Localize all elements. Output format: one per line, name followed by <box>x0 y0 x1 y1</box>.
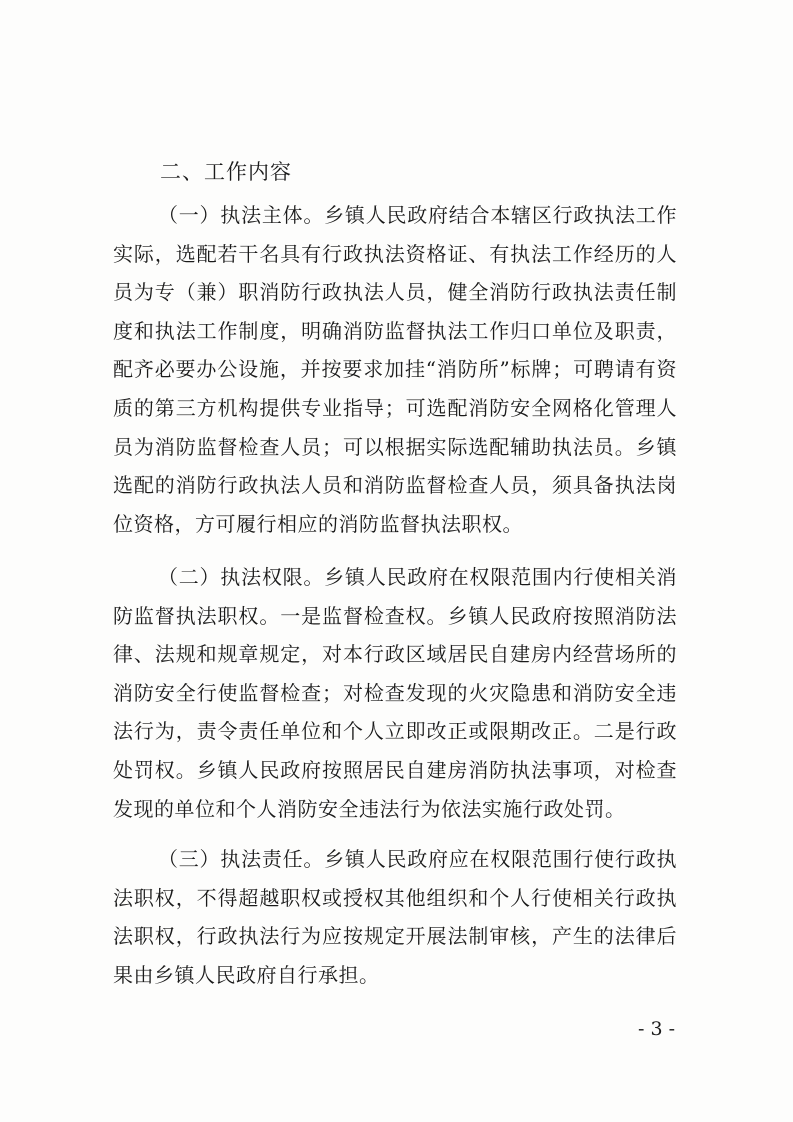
paragraph-law-enforcement-subject: （一）执法主体。乡镇人民政府结合本辖区行政执法工作实际，选配若干名具有行政执法资格证、有执法工作经历的人员为专（兼）职消防行政执法人员，健全消防行政执法责任制度和执法工作制度，明确消防监督执法工作归口单位及职责，配齐必要办公设施，并按要求加挂“消防所”标牌；可聘请有资质的第三方机构提供专业指导；可选配消防安全网格化管理人员为消防监督检查人员；可以根据实际选配辅助执法员。乡镇选配的消防行政执法人员和消防监督检查人员，须具备执法岗位资格，方可履行相应的消防监督执法职权。 <box>113 203 677 536</box>
section-heading: 二、工作内容 <box>160 160 292 184</box>
paragraph-law-enforcement-authority: （二）执法权限。乡镇人民政府在权限范围内行使相关消防监督执法职权。一是监督检查权。乡镇人民政府按照消防法律、法规和规章规定，对本行政区域居民自建房内经营场所的消防安全行使监督检查；对检查发现的火灾隐患和消防安全违法行为，责令责任单位和个人立即改正或限期改正。二是行政处罚权。乡镇人民政府按照居民自建房消防执法事项，对检查发现的单位和个人消防安全违法行为依法实施行政处罚。 <box>113 565 677 821</box>
paragraph-law-enforcement-responsibility: （三）执法责任。乡镇人民政府应在权限范围行使行政执法职权，不得超越职权或授权其他组织和个人行使相关行政执法职权，行政执法行为应按规定开展法制审核，产生的法律后果由乡镇人民政府自行承担。 <box>113 847 677 987</box>
page-number: - 3 - <box>637 1018 675 1040</box>
